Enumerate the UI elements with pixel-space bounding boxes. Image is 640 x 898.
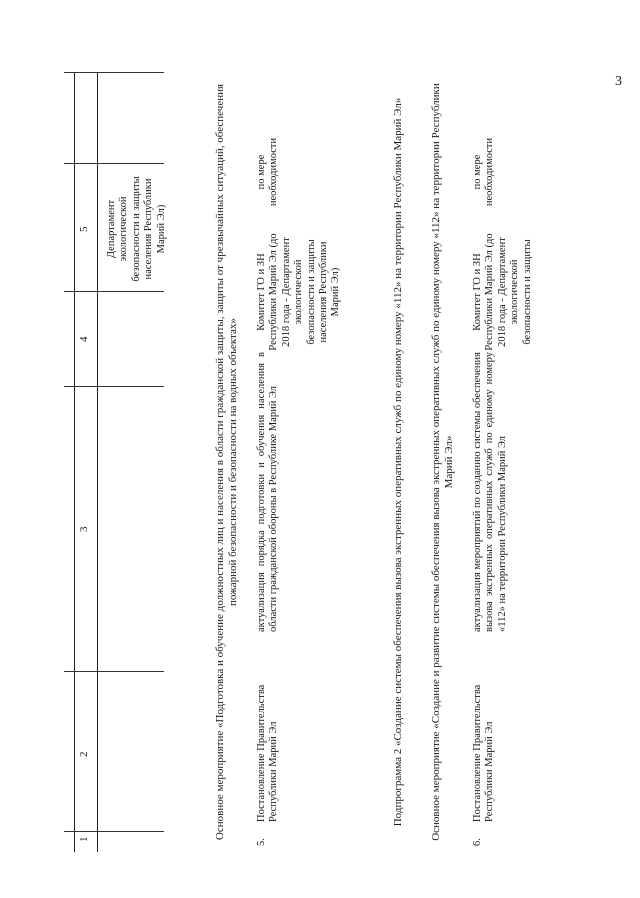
header-col-3: 3 — [78, 526, 90, 532]
section-title-1: Основное мероприятие «Подготовка и обучение должностных лиц и населения в области гражданской защиты, защиты от чрезвычайных ситуаций, обеспечения пожарной безопасности и безопасности на водных объектах» — [214, 83, 239, 841]
column-rule — [64, 72, 164, 73]
row-content: актуализация мероприятий по созданию системы обеспечения вызова экстренных оперативных служб по единому номеру «112» на территории Республики Марий Эл — [472, 352, 508, 632]
row-document: Постановление Правительства Республики Марий Эл — [256, 684, 280, 822]
page-number: 3 — [615, 74, 622, 89]
column-rule — [64, 386, 164, 387]
header-col-5: 5 — [78, 226, 90, 232]
row-document: Постановление Правительства Республики Марий Эл — [472, 684, 496, 822]
row-number: 5. — [256, 838, 267, 846]
column-rule — [64, 163, 164, 164]
header-col-4: 4 — [78, 336, 90, 342]
header-col-1: 1 — [78, 836, 90, 842]
column-rule — [64, 671, 164, 672]
rotated-table-sheet — [64, 72, 584, 852]
subprogram-title-2: Подпрограмма 2 «Создание системы обеспечения вызова экстренных оперативных служб по единому номеру «112» на территории Республики Марий Эл» — [392, 97, 404, 827]
header-col-2: 2 — [78, 751, 90, 757]
row-number: 6. — [472, 838, 483, 846]
row-responsible: Комитет ГО и ЗН Республики Марий Эл (до 2018 года - Департамент экологической безопасности и защиты населения Республики Марий Эл) — [256, 233, 342, 351]
table-header-row — [74, 72, 98, 852]
row-content: актуализация порядка подготовки и обучения населения в области гражданской обороны в Республике Марий Эл — [256, 352, 280, 632]
row-deadline: по мере необходимости — [256, 137, 280, 207]
row-responsible: Комитет ГО и ЗН Республики Марий Эл (до 2018 года - Департамент экологической безопасности и защиты — [472, 233, 533, 351]
column-rule — [64, 291, 164, 292]
column-rule — [64, 831, 164, 832]
continuation-responsible: Департамент экологической безопасности и защиты населения Республики Марий Эл) — [106, 176, 167, 282]
section-title-2: Основное мероприятие «Создание и развитие системы обеспечения вызова экстренных оперативных служб по единому номеру «112» на территории Республики Марий Эл» — [430, 83, 455, 841]
row-deadline: по мере необходимости — [472, 137, 496, 207]
